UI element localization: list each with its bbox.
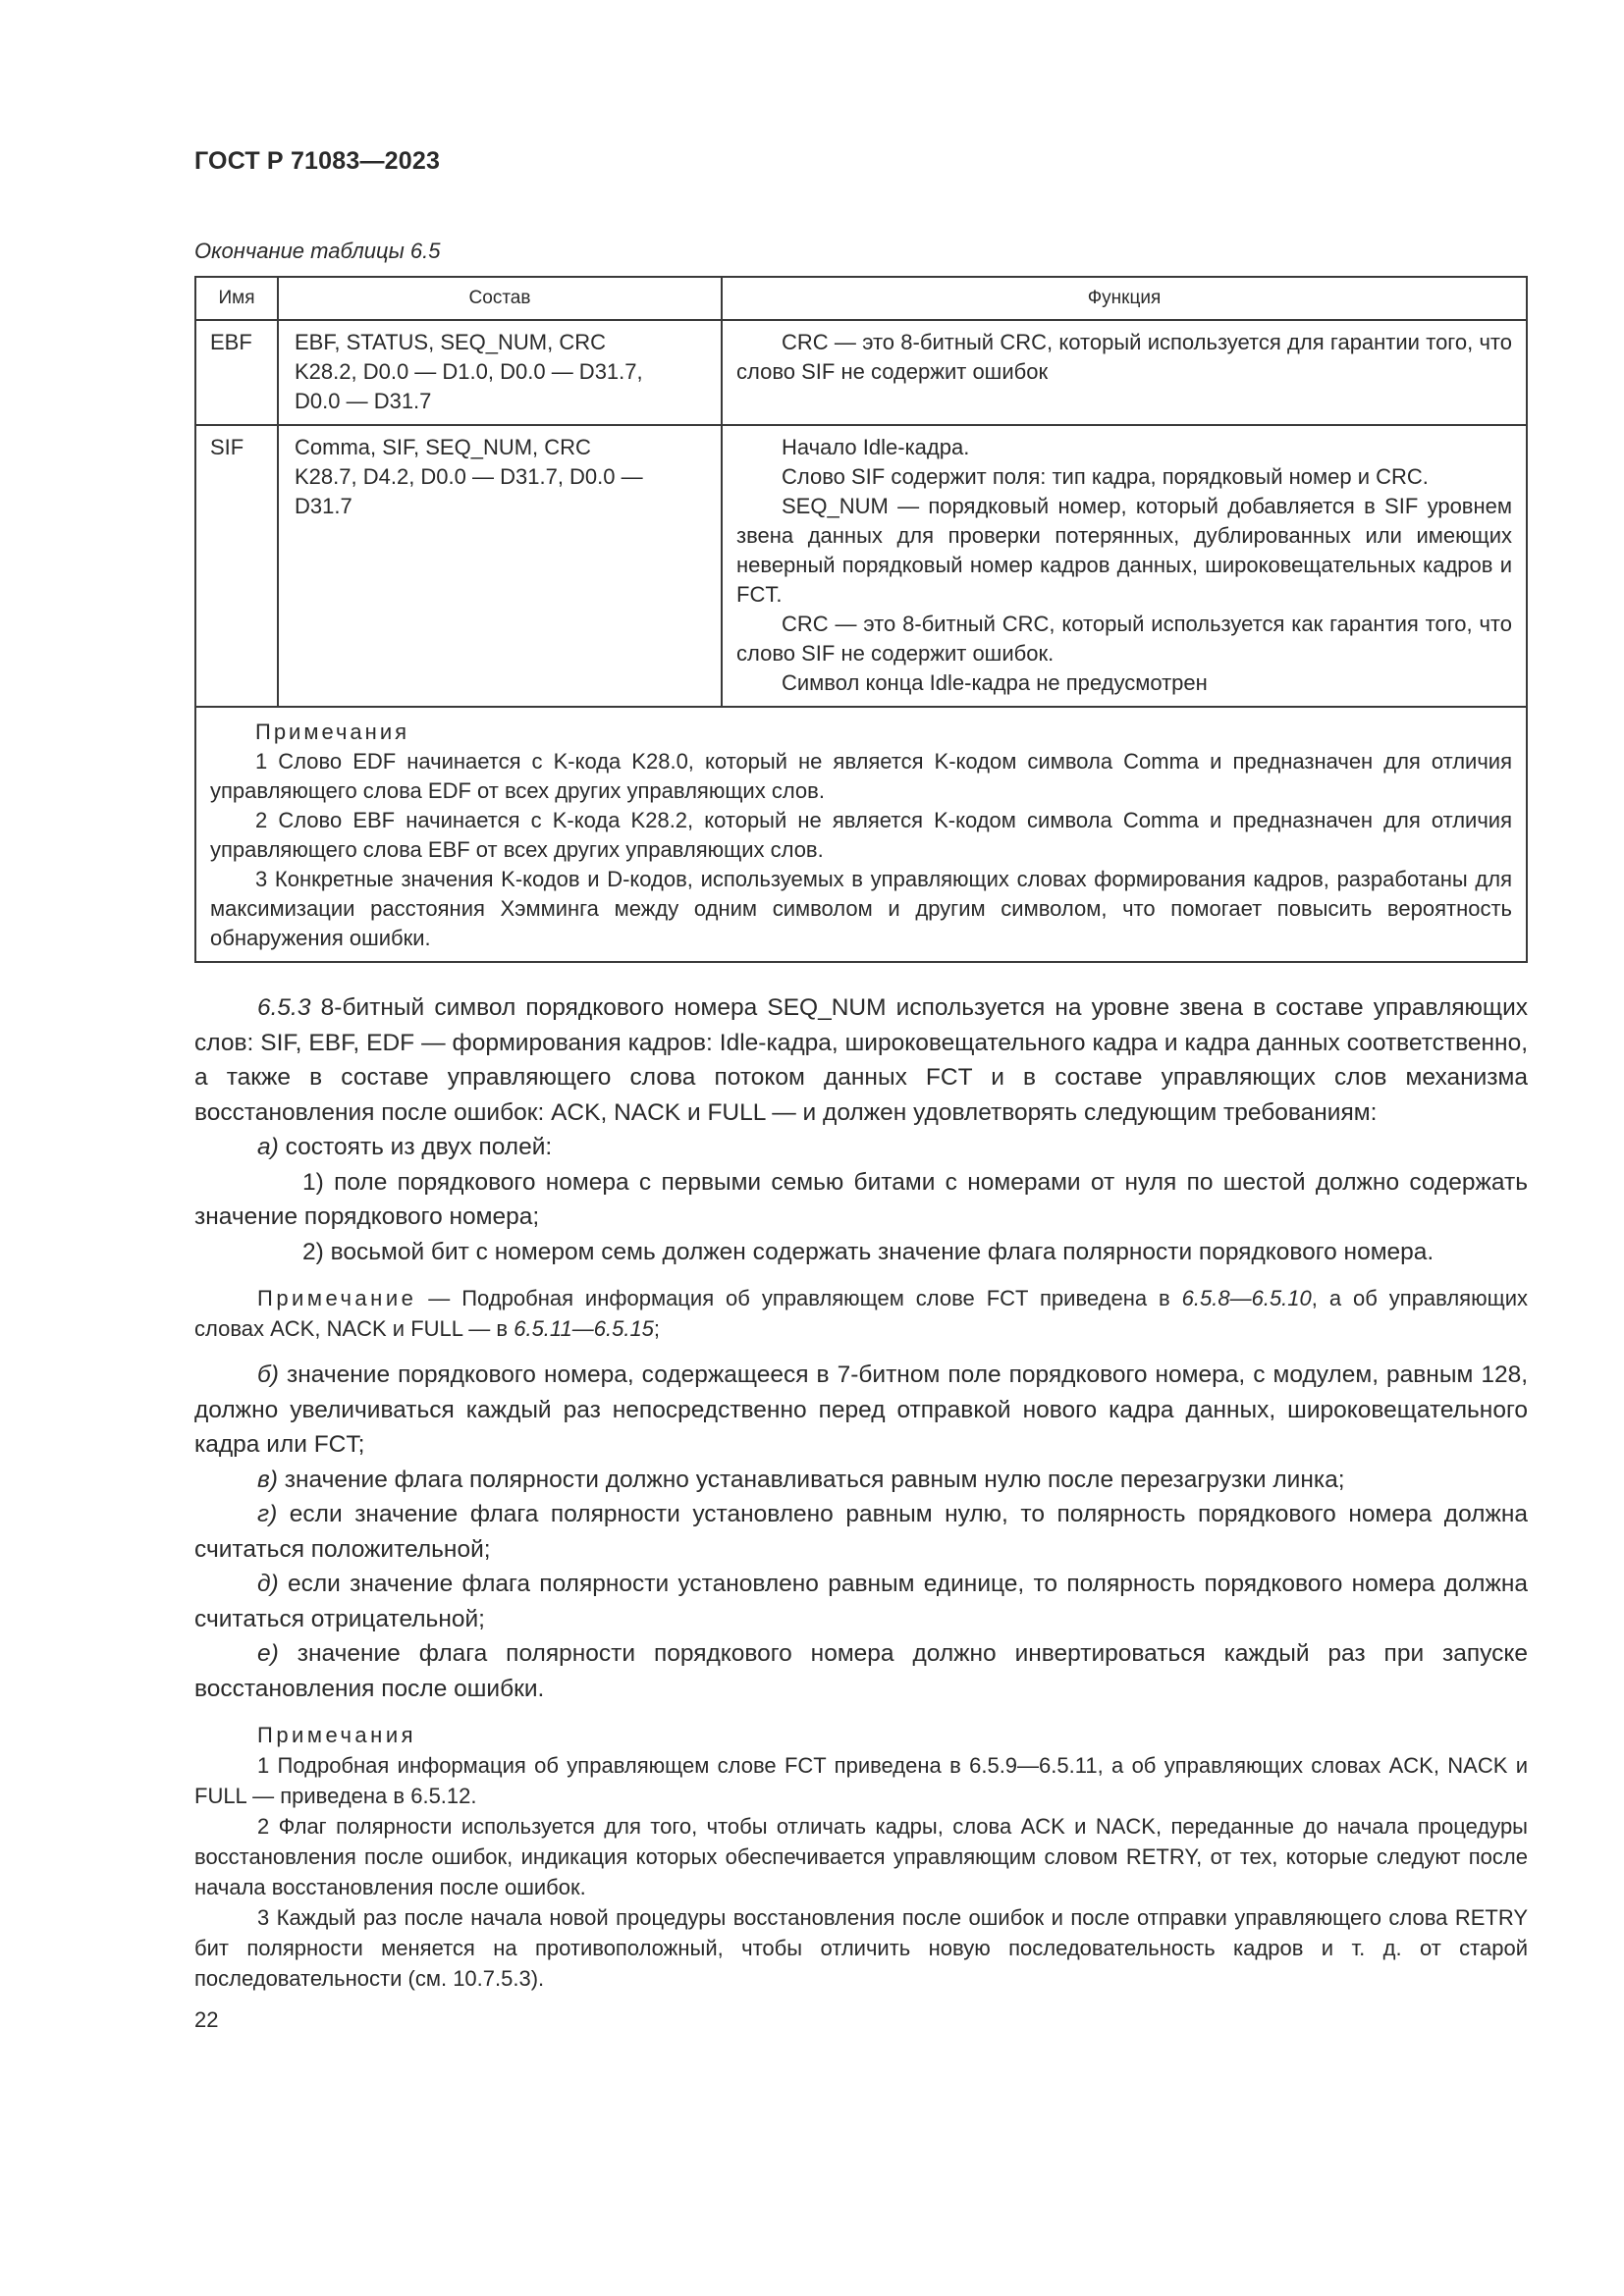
note-text: ;	[653, 1316, 661, 1341]
table-caption: Окончание таблицы 6.5	[194, 239, 441, 263]
list-subitem-2: 2) восьмой бит с номером семь должен содержать значение флага полярности порядкового номера.	[302, 1238, 1435, 1265]
note-ref: 10.7.5.3	[453, 1966, 531, 1991]
list-item-a	[194, 1130, 1528, 1165]
table-notes	[195, 707, 1527, 962]
list-letter: б)	[257, 1362, 279, 1388]
table-note: 2 Слово EBF начинается с K-кода K28.2, который не является K-кодом символа Comma и предназначен для отличия управляющего слова EBF от всех других управляющих слов.	[210, 808, 1512, 862]
note-block	[194, 1283, 1528, 1344]
function-line: SEQ_NUM — порядковый номер, который добавляется в SIF уровнем звена данных для проверки потерянных, дублированных или имеющих неверный порядковый номер кадров данных, широковещательных кадров и FCT.	[736, 494, 1512, 607]
paragraph-text: 8-битный символ порядкового номера SEQ_NUM используется на уровне звена в составе управляющих слов: SIF, EBF, EDF — формирования кадров: Idle-кадра, широковещательного кадра и кадра данных соответственно, а также в составе управляющего слова потоком данных FCT и в составе управляющих слов механизма восстановления после ошибок: ACK, NACK и FULL — и должен удовлетворять следующим требованиям:	[194, 994, 1529, 1126]
notes-block	[194, 1720, 1528, 1994]
list-letter: а)	[257, 1134, 279, 1160]
notes-heading: Примечания	[257, 1723, 417, 1747]
table-note: 3 Конкретные значения K-кодов и D-кодов, используемых в управляющих словах формирования кадров, разработаны для максимизации расстояния Хэмминга между одним символом и другим символом, что помогает повысить вероятность обнаружения ошибки.	[210, 867, 1512, 950]
list-item-g	[194, 1497, 1528, 1567]
list-letter: г)	[257, 1501, 278, 1527]
note-text: — Подробная информация об управляющем слове FCT приведена в	[416, 1286, 1182, 1310]
list-text: значение флага полярности порядкового номера должно инвертироваться каждый раз при запуске восстановления после ошибки.	[194, 1640, 1529, 1702]
function-line: Слово SIF содержит поля: тип кадра, порядковый номер и CRC.	[782, 464, 1429, 489]
page-number: 22	[194, 2007, 219, 2032]
table-header-row	[195, 277, 1527, 320]
cell-name: EBF	[195, 320, 278, 425]
function-line: Начало Idle-кадра.	[782, 435, 970, 459]
table-note: 1 Слово EDF начинается с K-кода K28.0, который не является K-кодом символа Comma и предназначен для отличия управляющего слова EDF от всех других управляющих слов.	[210, 749, 1512, 803]
column-header-composition: Состав	[278, 277, 722, 320]
list-text: состоять из двух полей:	[285, 1134, 553, 1160]
document-header: ГОСТ Р 71083—2023	[194, 147, 441, 175]
cell-composition: Comma, SIF, SEQ_NUM, CRC K28.7, D4.2, D0.0 — D31.7, D0.0 — D31.7	[278, 425, 722, 707]
note-label: Примечание	[257, 1286, 417, 1310]
list-text: значение порядкового номера, содержащееся в 7-битном поле порядкового номера, с модулем, равным 128, должно увеличиваться каждый раз непосредственно перед отправкой нового кадра данных, широковещательного кадра или FCT;	[194, 1362, 1529, 1458]
column-header-name: Имя	[195, 277, 278, 320]
list-text: значение флага полярности должно устанавливаться равным нулю после перезагрузки линка;	[284, 1466, 1345, 1493]
note-1: 1 Подробная информация об управляющем слове FCT приведена в 6.5.9—6.5.11, а об управляющих словах ACK, NACK и FULL — приведена в 6.5.12.	[194, 1753, 1528, 1808]
column-header-function: Функция	[722, 277, 1527, 320]
list-letter: е)	[257, 1640, 279, 1667]
note-ref: 6.5.11—6.5.15	[514, 1316, 654, 1341]
note-paragraph	[194, 1283, 1528, 1344]
section-number: 6.5.3	[257, 994, 311, 1021]
list-item-e	[194, 1636, 1528, 1706]
list-item-v	[194, 1463, 1528, 1498]
cell-composition: EBF, STATUS, SEQ_NUM, CRC K28.2, D0.0 — D1.0, D0.0 — D31.7, D0.0 — D31.7	[278, 320, 722, 425]
list-letter: в)	[257, 1466, 278, 1493]
table-6-5	[194, 276, 1528, 963]
function-line: CRC — это 8-битный CRC, который используется как гарантия того, что слово SIF не содержит ошибок.	[736, 612, 1512, 666]
list-subitem-1: 1) поле порядкового номера с первыми семью битами с номерами от нуля по шестой должно содержать значение порядкового номера;	[194, 1168, 1528, 1230]
list-text: если значение флага полярности установлено равным единице, то полярность порядкового номера должна считаться отрицательной;	[194, 1571, 1528, 1632]
note-text: , а об управляющих словах ACK, NACK и FULL — в	[194, 1286, 1528, 1341]
list-text: если значение флага полярности установлено равным нулю, то полярность порядкового номера должна считаться положительной;	[194, 1501, 1528, 1563]
note-ref: 6.5.12	[410, 1784, 471, 1808]
cell-function	[722, 320, 1527, 425]
body-text	[194, 990, 1528, 1706]
table-row	[195, 320, 1527, 425]
note-3: 3 Каждый раз после начала новой процедуры восстановления после ошибок и после отправки управляющего слова RETRY бит полярности меняется на противоположный, чтобы отличить новую последовательность кадров и т. д. от старой последовательности (см. 10.7.5.3).	[194, 1905, 1528, 1991]
function-line: Символ конца Idle-кадра не предусмотрен	[782, 670, 1208, 695]
list-letter: д)	[257, 1571, 279, 1597]
table-notes-heading: Примечания	[255, 720, 410, 744]
list-item-d	[194, 1567, 1528, 1636]
list-item-b	[194, 1358, 1528, 1463]
document-page	[194, 147, 1528, 2033]
note-ref: 6.5.9—6.5.11	[969, 1753, 1098, 1778]
table-notes-row	[195, 707, 1527, 962]
paragraph-6-5-3	[194, 990, 1528, 1130]
cell-function	[722, 425, 1527, 707]
table-row	[195, 425, 1527, 707]
note-ref: 6.5.8—6.5.10	[1181, 1286, 1312, 1310]
note-2: 2 Флаг полярности используется для того, чтобы отличать кадры, слова ACK и NACK, переданные до начала процедуры восстановления после ошибок, индикация которых обеспечивается управляющим словом RETRY, от тех, которые следуют после начала восстановления после ошибок.	[194, 1814, 1528, 1899]
cell-name: SIF	[195, 425, 278, 707]
function-line: CRC — это 8-битный CRC, который используется для гарантии того, что слово SIF не содержит ошибок	[736, 330, 1512, 384]
